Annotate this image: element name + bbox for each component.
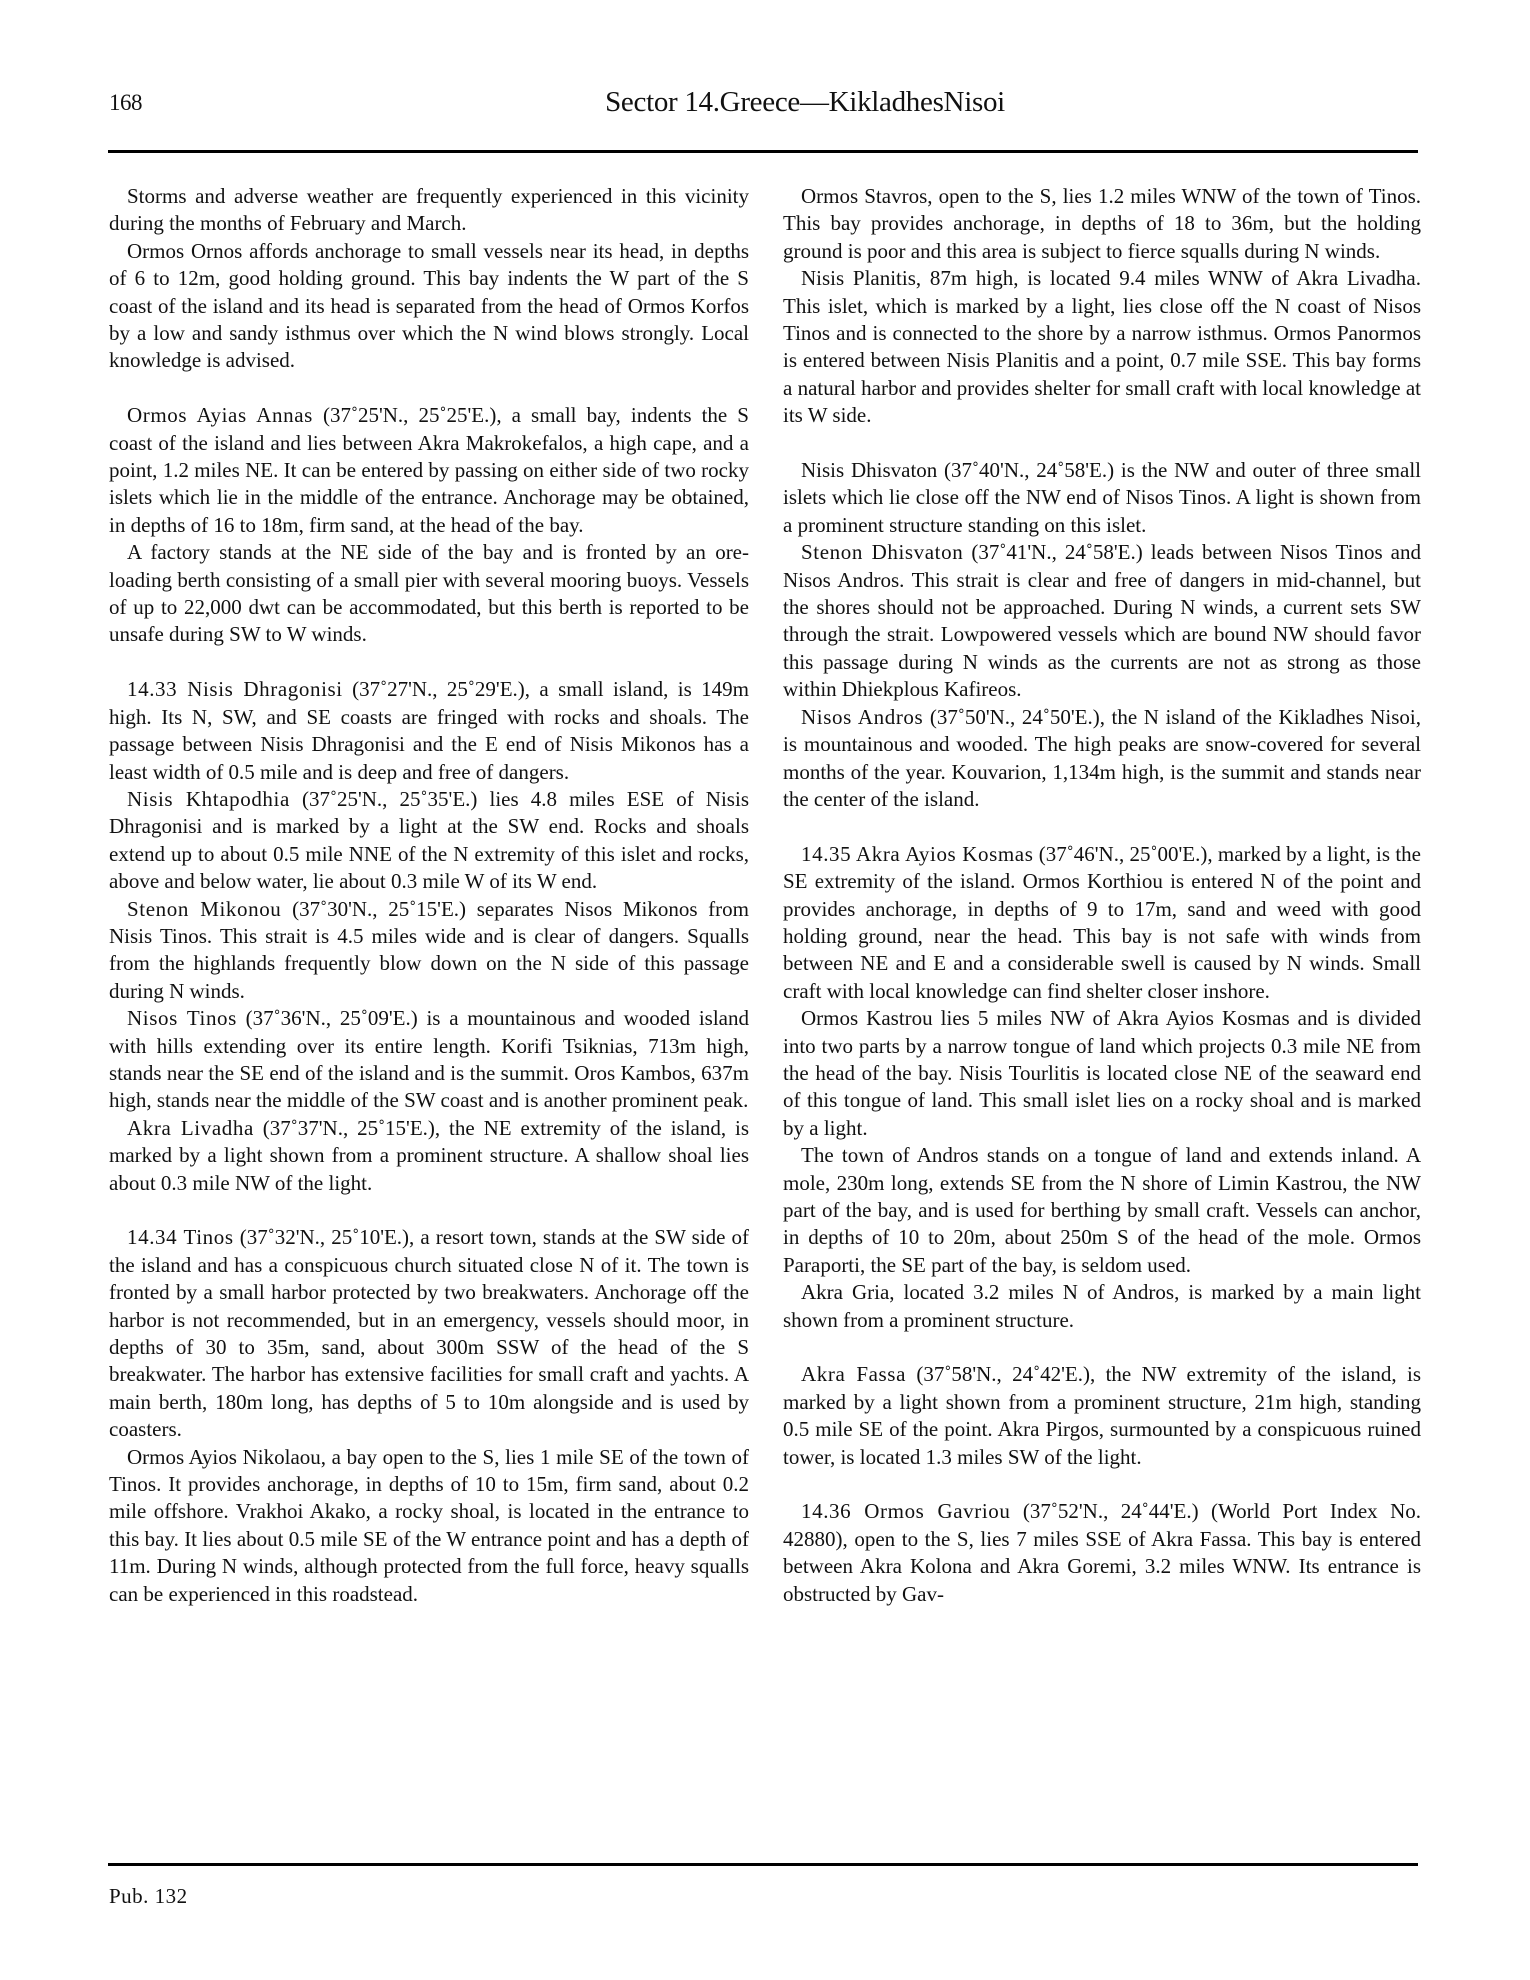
paragraph-text: A factory stands at the NE side of the bay and is fronted by an ore-loading berth consisting of a small pier with several mooring buoys. Vessels of up to 22,000 dwt can be accommodated, but this berth is reported to be unsafe during SW to W winds. [109,540,749,647]
paragraph-text: (37˚25'N., 25˚25'E.), a small bay, indents the S coast of the island and lies between Akra Makrokefalos, a high cape, and a point, 1.2 miles NE. It can be entered by passing on either side of two rocky islets which lie in the middle of the entrance. Anchorage may be obtained, in depths of 16 to 18m, firm sand, at the head of the bay. [109,403,749,537]
paragraph-text: (37˚27'N., 25˚29'E.), a small island, is 149m high. Its N, SW, and SE coasts are fringed with rocks and shoals. The passage between Nisis Dhragonisi and the E end of Nisis Mikonos has a least width of 0.5 mile and is deep and free of dangers. [109,677,749,784]
paragraph [109,1005,749,1115]
paragraph-lead-term: Nisos Andros [801,704,924,729]
page-number: 168 [109,90,142,115]
paragraph [783,1361,1421,1471]
paragraph-lead-term: Akra Fassa [801,1362,906,1387]
paragraph [783,183,1421,265]
paragraph [783,1142,1421,1279]
paragraph-text: (37˚30'N., 25˚15'E.) separates Nisos Mikonos from Nisis Tinos. This strait is 4.5 miles wide and is clear of dangers. Squalls from the highlands frequently blow down on the N side of this passage during N winds. [109,896,749,1003]
paragraph-lead-term: Akra Livadha [127,1115,254,1140]
paragraph [109,183,749,238]
paragraph [783,265,1421,429]
paragraph [109,1115,749,1197]
paragraph [783,1279,1421,1334]
paragraph-text: (37˚37'N., 25˚15'E.), the NE extremity of the island, is marked by a light shown from a prominent structure. A shallow shoal lies about 0.3 mile NW of the light. [109,1115,749,1195]
paragraph-lead-term: Nisos Tinos [127,1006,237,1031]
left-column [109,183,749,1608]
paragraph [783,1005,1421,1142]
right-column [783,183,1421,1608]
paragraph [109,1224,749,1443]
paragraph-text: Ormos Kastrou lies 5 miles NW of Akra Ayios Kosmas and is divided into two parts by a narrow tongue of land which projects 0.3 mile NE from the head of the bay. Nisis Tourlitis is located close NE of the seaward end of this tongue of land. This small islet lies on a rocky shoal and is marked by a light. [783,1006,1421,1140]
paragraph-text: Akra Gria, located 3.2 miles N of Andros, is marked by a main light shown from a prominent structure. [783,1280,1421,1332]
paragraph [783,539,1421,703]
paragraph-text: Nisis Planitis, 87m high, is located 9.4 miles WNW of Akra Livadha. This islet, which is marked by a light, lies close off the N coast of Nisos Tinos and is connected to the shore by a narrow isthmus. Ormos Panormos is entered between Nisis Planitis and a point, 0.7 mile SSE. This bay forms a natural harbor and provides shelter for small craft with local knowledge at its W side. [783,266,1421,428]
paragraph [109,896,749,1006]
footer-rule [108,1863,1418,1866]
paragraph-text: (37˚52'N., 24˚44'E.) (World Port Index No. 42880), open to the S, lies 7 miles SSE of Akra Fassa. This bay is entered between Akra Kolona and Akra Goremi, 3.2 miles WNW. Its entrance is obstructed by Gav- [783,1499,1421,1606]
paragraph [109,1444,749,1608]
publication-footer: Pub. 132 [109,1884,188,1908]
paragraph [783,841,1421,1005]
paragraph-lead-term: Stenon Mikonou [127,896,282,921]
paragraph [783,1498,1421,1608]
paragraph [783,704,1421,814]
paragraph-lead-term: Nisis Khtapodhia [127,786,290,811]
header-rule [108,150,1418,153]
paragraph-text: (37˚25'N., 25˚35'E.) lies 4.8 miles ESE of Nisis Dhragonisi and is marked by a light at the SW end. Rocks and shoals extend up to about 0.5 mile NNE of the N extremity of this islet and rocks, above and below water, lie about 0.3 mile W of its W end. [109,786,749,894]
paragraph-text: (37˚36'N., 25˚09'E.) is a mountainous and wooded island with hills extending over its entire length. Korifi Tsiknias, 713m high, stands near the SE end of the island and is the summit. Oros Kambos, 637m high, stands near the middle of the SW coast and is another prominent peak. [109,1006,749,1113]
paragraph-text: (37˚32'N., 25˚10'E.), a resort town, stands at the SW side of the island and has a conspicuous church situated close N of it. The town is fronted by a small harbor protected by two breakwaters. Anchorage off the harbor is not recommended, but in an emergency, vessels should moor, in depths of 30 to 35m, sand, about 300m SSW of the head of the S breakwater. The harbor has extensive facilities for small craft and yachts. A main berth, 180m long, has depths of 5 to 10m alongside and is used by coasters. [109,1225,749,1442]
paragraph [109,238,749,375]
paragraph-text: (37˚46'N., 25˚00'E.), marked by a light, is the SE extremity of the island. Ormos Korthiou is entered N of the point and provides anchorage, in depths of 9 to 17m, sand and weed with good holding ground, near the head. This bay is not safe with winds from between NE and E and a considerable swell is caused by N winds. Small craft with local knowledge can find shelter closer inshore. [783,841,1421,1003]
paragraph [109,539,749,649]
paragraph-lead-term: Stenon Dhisvaton [801,540,964,565]
paragraph-lead-term: 14.36 Ormos Gavriou [801,1499,1011,1524]
paragraph-lead-term: Ormos Ayias Annas [127,403,313,428]
paragraph [109,402,749,539]
paragraph-lead-term: 14.34 Tinos [127,1225,234,1250]
paragraph [109,786,749,896]
paragraph-text: Ormos Ayios Nikolaou, a bay open to the S, lies 1 mile SE of the town of Tinos. It provides anchorage, in depths of 10 to 15m, firm sand, about 0.2 mile offshore. Vrakhoi Akako, a rocky shoal, is located in the entrance to this bay. It lies about 0.5 mile SE of the W entrance point and has a depth of 11m. During N winds, although protected from the full force, heavy squalls can be experienced in this roadstead. [109,1444,749,1606]
paragraph-text: Ormos Stavros, open to the S, lies 1.2 miles WNW of the town of Tinos. This bay provides anchorage, in depths of 18 to 36m, but the holding ground is poor and this area is subject to fierce squalls during N winds. [783,184,1421,263]
paragraph [783,457,1421,539]
paragraph-lead-term: 14.35 Akra Ayios Kosmas [801,841,1034,866]
paragraph-text: The town of Andros stands on a tongue of land and extends inland. A mole, 230m long, extends SE from the N shore of Limin Kastrou, the NW part of the bay, and is used for berthing by small craft. Vessels can anchor, in depths of 10 to 20m, about 250m S of the head of the mole. Ormos Paraporti, the SE part of the bay, is seldom used. [783,1143,1421,1277]
running-title: Sector 14.Greece—KikladhesNisoi [605,86,1005,118]
paragraph-text: (37˚50'N., 24˚50'E.), the N island of the Kikladhes Nisoi, is mountainous and wooded. The high peaks are snow-covered for several months of the year. Kouvarion, 1,134m high, is the summit and stands near the center of the island. [783,704,1421,811]
paragraph-text: Storms and adverse weather are frequently experienced in this vicinity during the months of February and March. [109,184,749,236]
paragraph-text: (37˚58'N., 24˚42'E.), the NW extremity of the island, is marked by a light shown from a prominent structure, 21m high, standing 0.5 mile SE of the point. Akra Pirgos, surmounted by a conspicuous ruined tower, is located 1.3 miles SW of the light. [783,1362,1421,1469]
paragraph-text: (37˚41'N., 24˚58'E.) leads between Nisos Tinos and Nisos Andros. This strait is clear and free of dangers in mid-channel, but the shores should not be approached. During N winds, a current sets SW through the strait. Lowpowered vessels which are bound NW should favor this passage during N winds as the currents are not as strong as those within Dhiekplous Kafireos. [783,540,1422,702]
paragraph [109,676,749,786]
paragraph-text: Nisis Dhisvaton (37˚40'N., 24˚58'E.) is the NW and outer of three small islets which lie close off the NW end of Nisos Tinos. A light is shown from a prominent structure standing on this islet. [783,458,1421,537]
paragraph-text: Ormos Ornos affords anchorage to small vessels near its head, in depths of 6 to 12m, good holding ground. This bay indents the W part of the S coast of the island and its head is separated from the head of Ormos Korfos by a low and sandy isthmus over which the N wind blows strongly. Local knowledge is advised. [109,238,749,373]
paragraph-lead-term: 14.33 Nisis Dhragonisi [127,677,343,702]
